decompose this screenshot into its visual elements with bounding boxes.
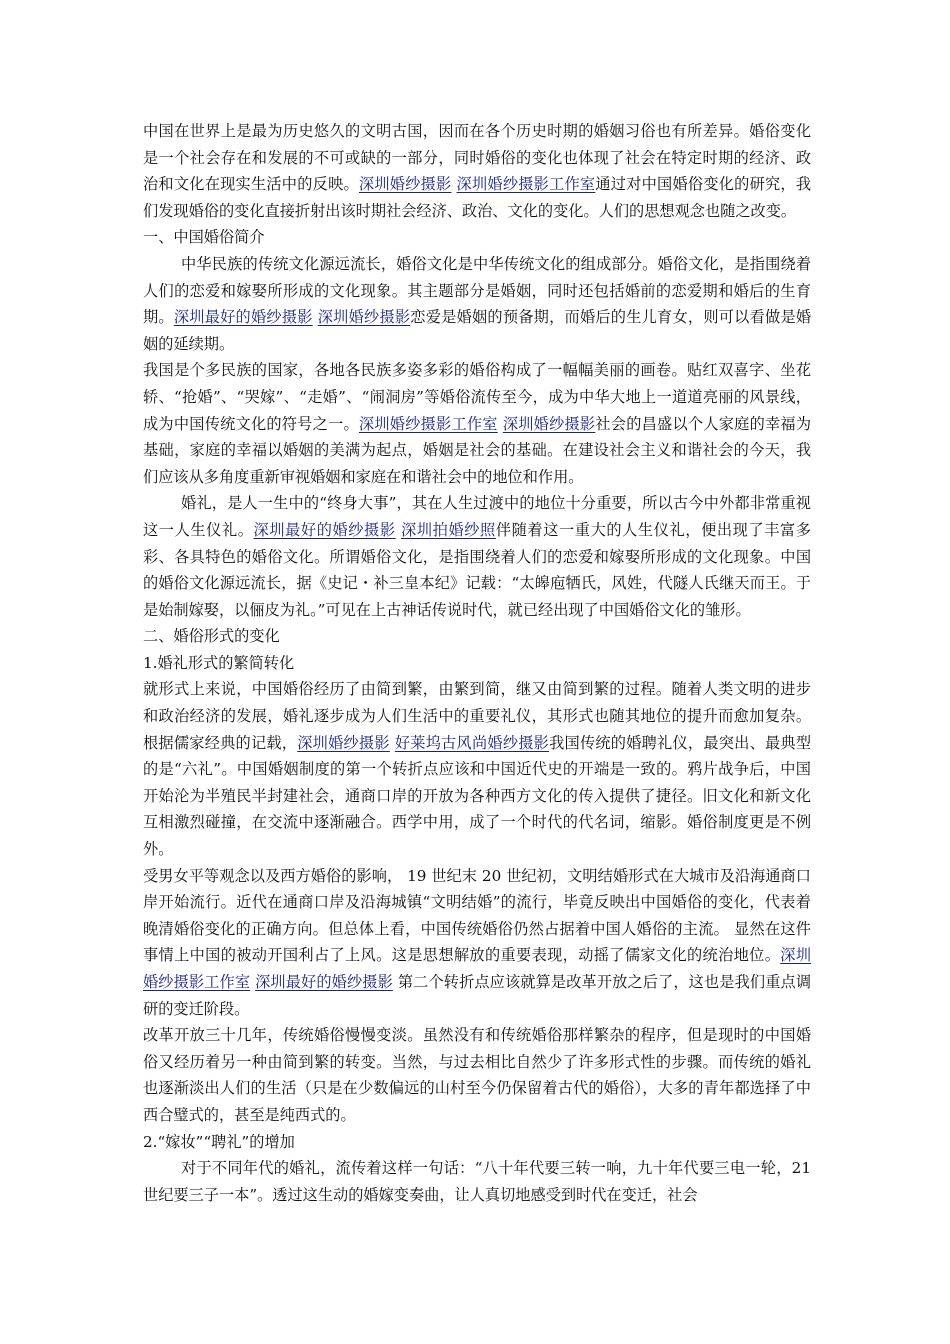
inline-link[interactable]: 深圳最好的婚纱摄影 xyxy=(253,520,396,539)
paragraph-text: 恋爱是婚姻的预备期，而婚后的生儿育女，则可以看做是婚姻的延续期。 xyxy=(143,308,812,353)
paragraph xyxy=(143,676,811,862)
paragraph xyxy=(143,490,811,623)
paragraph-text: 受男女平等观念以及西方婚俗的影响， 19 世纪末 20 世纪初，文明结婚形式在大城市及沿海通商口岸开始流行。近代在通商口岸及沿海城镇“文明结婚”的流行，毕竟反映出中国婚俗的变化，代表着晚清婚俗变化的正确方向。但总体上看，中国传统婚俗仍然占据着中国人婚俗的主流。 显然在这件事情上中国的被动开国利占了上风。这是思想解放的重要表现，动摇了儒家文化的统治地位。 xyxy=(143,866,811,965)
paragraph-text: 社会的昌盛以个人家庭的幸福为基础，家庭的幸福以婚姻的美满为起点，婚姻是社会的基础。在建设社会主义和谐社会的今天，我们应该从多角度重新审视婚姻和家庭在和谐社会中的地位和作用。 xyxy=(143,414,812,486)
document-body xyxy=(143,118,811,1208)
paragraph xyxy=(143,357,811,490)
paragraph xyxy=(143,623,811,650)
paragraph xyxy=(143,650,811,677)
paragraph-text: 对于不同年代的婚礼，流传着这样一句话：“八十年代要三转一响，九十年代要三电一轮，21 世纪要三子一本”。透过这生动的婚嫁变奏曲，让人真切地感受到时代在变迁，社会 xyxy=(143,1159,811,1204)
paragraph xyxy=(143,1022,811,1128)
paragraph xyxy=(143,118,811,224)
inline-link[interactable]: 深圳婚纱摄影 xyxy=(317,308,411,327)
inline-link[interactable]: 深圳婚纱摄影工作室 xyxy=(358,414,498,433)
paragraph xyxy=(143,251,811,357)
inline-link[interactable]: 好莱坞古风尚婚纱摄影 xyxy=(394,733,550,752)
paragraph-text: 改革开放三十几年，传统婚俗慢慢变淡。虽然没有和传统婚俗那样繁杂的程序，但是现时的中国婚俗又经历着另一种由简到繁的转变。当然，与过去相比自然少了许多形式性的步骤。而传统的婚礼也逐渐淡出人们的生活（只是在少数偏远的山村至今仍保留着古代的婚俗），大多的青年都选择了中西合璧式的，甚至是纯西式的。 xyxy=(143,1026,811,1124)
paragraph-text: 一、中国婚俗简介 xyxy=(143,228,265,247)
inline-link[interactable]: 深圳婚纱摄影工作室 xyxy=(456,175,596,194)
inline-link[interactable]: 深圳婚纱摄影 xyxy=(502,414,596,433)
paragraph xyxy=(143,1129,811,1156)
inline-link[interactable]: 深圳最好的婚纱摄影 xyxy=(173,308,313,327)
paragraph-text: 我国传统的婚聘礼仪，最突出、最典型的是“六礼”。中国婚姻制度的第一个转折点应该和中国近代史的开端是一致的。鸦片战争后，中国开始沦为半殖民半封建社会，通商口岸的开放为各种西方文化的传入提供了捷径。旧文化和新文化互相激烈碰撞，在交流中逐渐融合。西学中用，成了一个时代的代名词，缩影。婚俗制度更是不例外。 xyxy=(143,733,812,859)
paragraph xyxy=(143,1155,811,1208)
paragraph-text: 第二个转折点应该就算是改革开放之后了，这也是我们重点调研的变迁阶段。 xyxy=(143,973,812,1018)
paragraph-text: 2.“嫁妆”“聘礼”的增加 xyxy=(143,1132,295,1151)
inline-link[interactable]: 深圳婚纱摄影 xyxy=(297,733,390,752)
paragraph xyxy=(143,863,811,1023)
inline-link[interactable]: 深圳婚纱摄影工作室 xyxy=(143,946,812,991)
paragraph xyxy=(143,224,811,251)
paragraph-text: 二、婚俗形式的变化 xyxy=(143,627,280,646)
inline-link[interactable]: 深圳拍婚纱照 xyxy=(401,520,496,539)
paragraph-text: 婚礼，是人一生中的“终身大事”，其在人生过渡中的地位十分重要，所以古今中外都非常重视这一人生仪礼。 xyxy=(143,494,811,539)
paragraph-text: 1.婚礼形式的繁简转化 xyxy=(143,653,295,672)
inline-link[interactable]: 深圳婚纱摄影 xyxy=(358,175,452,194)
inline-link[interactable]: 深圳最好的婚纱摄影 xyxy=(255,973,393,991)
paragraph-text: 我国是个多民族的国家，各地各民族多姿多彩的婚俗构成了一幅幅美丽的画卷。贴红双喜字、坐花轿、“抢婚”、“哭嫁”、“走婚”、“闹洞房”等婚俗流传至今，成为中华大地上一道道亮丽的风景线，成为中国传统文化的符号之一。 xyxy=(143,361,811,433)
paragraph-text: 通过对中国婚俗变化的研究，我们发现婚俗的变化直接折射出该时期社会经济、政治、文化的变化。人们的思想观念也随之改变。 xyxy=(143,175,812,220)
paragraph-text: 就形式上来说，中国婚俗经历了由简到繁，由繁到简，继又由简到繁的过程。随着人类文明的进步和政治经济的发展，婚礼逐步成为人们生活中的重要礼仪，其形式也随其地位的提升而愈加复杂。根据儒家经典的记载， xyxy=(143,680,811,752)
paragraph-text: 中华民族的传统文化源远流长，婚俗文化是中华传统文化的组成部分。婚俗文化，是指围绕着人们的恋爱和嫁娶所形成的文化现象。其主题部分是婚姻，同时还包括婚前的恋爱期和婚后的生育期。 xyxy=(143,254,811,327)
paragraph-text: 伴随着这一重大的人生仪礼，便出现了丰富多彩、各具特色的婚俗文化。所谓婚俗文化，是指围绕着人们的恋爱和嫁娶所形成的文化现象。中国的婚俗文化源远流长，据《史记・补三皇本纪》记载：“太皞庖牺氏，风姓，代隧人氏继天而王。于是始制嫁娶，以俪皮为礼。”可见在上古神话传说时代，就已经出现了中国婚俗文化的雏形。 xyxy=(143,520,812,619)
paragraph-text: 中国在世界上是最为历史悠久的文明古国，因而在各个历史时期的婚姻习俗也有所差异。婚俗变化是一个社会存在和发展的不可或缺的一部分，同时婚俗的变化也体现了社会在特定时期的经济、政治和文化在现实生活中的反映。 xyxy=(143,122,811,194)
